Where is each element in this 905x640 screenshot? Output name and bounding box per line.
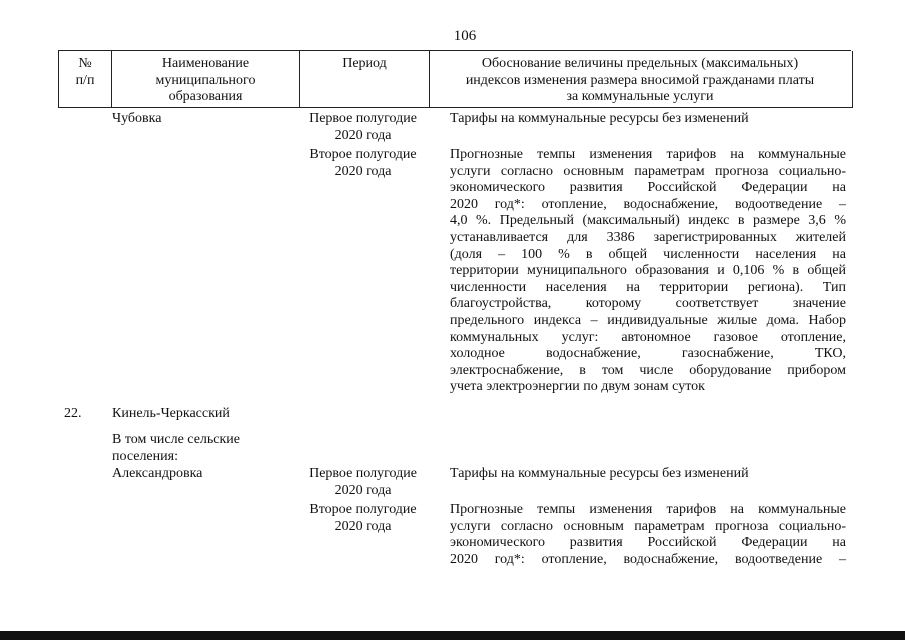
- header-num: № п/п: [75, 56, 95, 88]
- row2-basis-tariffs-unchanged: Тарифы на коммунальные ресурсы без изменений: [450, 466, 749, 481]
- paragraph-line: численности населения на территории региона). Тип: [450, 279, 846, 295]
- row-basis-forecast-paragraph: [450, 147, 846, 396]
- row-name-aleksandrovka: Александровка: [112, 466, 203, 481]
- section-number: 22.: [64, 406, 82, 421]
- paragraph-line: благоустройства, которому соответствует значение: [450, 296, 846, 312]
- paragraph-line: холодное водоснабжение, газоснабжение, ТКО,: [450, 346, 846, 362]
- paragraph-line: Прогнозные темпы изменения тарифов на коммунальные: [450, 147, 846, 162]
- paragraph-line: услуги согласно основным параметрам прогноза социально-: [450, 518, 846, 534]
- paragraph-line: Прогнозные темпы изменения тарифов на коммунальные: [450, 502, 846, 517]
- paragraph-line: 2020 год*: отопление, водоснабжение, водоотведение –: [450, 196, 846, 212]
- table-header-row: [58, 51, 853, 108]
- row2-period-second-half: Второе полугодие 2020 года: [309, 502, 417, 534]
- paragraph-line: 4,0 %. Предельный (максимальный) индекс в размере 3,6 %: [450, 213, 846, 229]
- row2-basis-forecast-paragraph: [450, 502, 846, 568]
- row-basis-tariffs-unchanged: Тарифы на коммунальные ресурсы без изменений: [450, 111, 749, 126]
- paragraph-line: экономического развития Российской Федерации на: [450, 180, 846, 196]
- section-name: Кинель-Черкасский: [112, 406, 230, 421]
- section-sublabel: В том числе сельские поселения:: [112, 432, 241, 464]
- paragraph-line: учета электроэнергии по двум зонам суток: [450, 379, 705, 395]
- paragraph-line: коммунальных услуг: автономное газовое отопление,: [450, 329, 846, 345]
- page-number: 106: [453, 28, 477, 44]
- paragraph-line: электроснабжение, в том числе оборудование прибором: [450, 362, 846, 378]
- paragraph-line: 2020 год*: отопление, водоснабжение, водоотведение –: [450, 551, 846, 567]
- paragraph-line: устанавливается для 3386 зарегистрированных жителей: [450, 229, 846, 245]
- row-period-first-half: Первое полугодие 2020 года: [309, 111, 417, 143]
- header-basis: Обоснование величины предельных (максимальных) индексов изменения размера вносимой гражданами платы за коммунальные услуги: [465, 56, 815, 105]
- paragraph-line: экономического развития Российской Федерации на: [450, 535, 846, 551]
- scan-bottom-edge: [0, 631, 905, 640]
- paragraph-line: услуги согласно основным параметрам прогноза социально-: [450, 163, 846, 179]
- paragraph-line: предельного индекса – индивидуальные жилые дома. Набор: [450, 312, 846, 328]
- paragraph-line: (доля – 100 % в общей численности населения на: [450, 246, 846, 262]
- header-name: Наименование муниципального образования: [155, 56, 256, 105]
- paragraph-line: территории муниципального образования и 0,106 % в общей: [450, 263, 846, 279]
- row2-period-first-half: Первое полугодие 2020 года: [309, 466, 417, 498]
- row-name-chubovka: Чубовка: [112, 111, 162, 126]
- header-period: Период: [342, 56, 387, 71]
- row-period-second-half: Второе полугодие 2020 года: [309, 147, 417, 179]
